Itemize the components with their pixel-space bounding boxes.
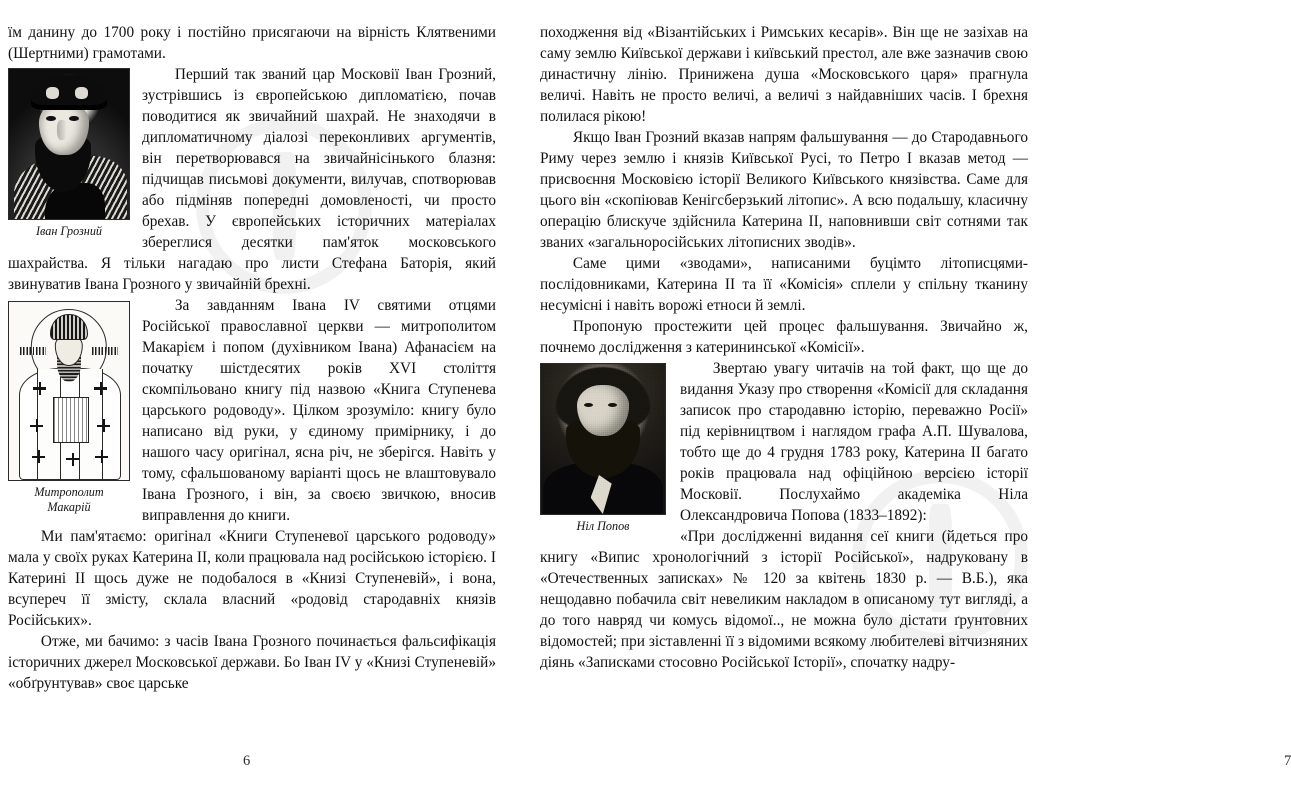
icon-makariy-image bbox=[8, 301, 130, 481]
paragraph: Перший так званий цар Московії Іван Грозний, зустрівшись із європейською дипломатією, почав поводитися як звичайний шахрай. Не знаходячи в дипломатичному діалозі переконливих аргументів, він перетворювався на звичайнісінького блазня: підчищав письмові документи, вилучав, спотворював або підміняв попередні домовленості, чи просто брехав. У європейських історичних матеріалах збереглися десятки пам'яток московського шахрайства. Я тільки нагадаю про листи Стефана Баторія, який звинуватив Івана Грозного у звичайній брехні. bbox=[8, 66, 496, 293]
inscription-right bbox=[92, 347, 118, 356]
nose-shape bbox=[57, 120, 67, 140]
figure-caption-line-2: Макарій bbox=[47, 499, 91, 514]
paragraph: Якщо Іван Грозний вказав напрям фальшування — до Стародавнього Риму через землю і князів Київської Русі, то Петро I вказав метод — присвоєння Московією історії Великого Київського князівства. Саме для цього він «скопіював Кенігсберзький літопис». А всю подальшу, класичну операцію блискуче здійснила Катерина II, наповнивши світ сотнями так званих «загальноросійських літописних зводів». bbox=[540, 129, 1028, 251]
halftone-texture bbox=[541, 364, 665, 514]
robe-shape bbox=[19, 368, 122, 480]
cross-icon bbox=[66, 453, 79, 466]
cross-icon bbox=[32, 450, 45, 463]
figure-caption: Ніл Попов bbox=[576, 519, 630, 533]
icon-art bbox=[9, 302, 129, 480]
paragraph: «При дослідженні видання сеї книги (йдеться про книгу «Випис хронологічний з історії Російської», надруковану в «Отечественных записках» № 120 за квітень 1830 р. — В.Б.), яка нещодавно побачила світ невеликим накладом в описаному тут вигляді, а до того навряд чи комусь відомої.., не можна було дістати ґрунтовних відомостей; при зіставленні її з відомими всякому любителеві вітчизняних діянь «Записками стосовно Російської Історії», спочатку надру- bbox=[540, 528, 1028, 671]
paragraph: Пропоную простежити цей процес фальшування. Звичайно ж, почнемо дослідження з катерининської «Комісії». bbox=[540, 318, 1028, 356]
right-column-text bbox=[540, 22, 1028, 673]
photograph-nil-popov-image bbox=[540, 363, 666, 515]
cross-icon bbox=[30, 419, 43, 432]
portrait-ivan-grozny-image bbox=[8, 68, 130, 220]
gospel-panel bbox=[53, 397, 89, 443]
cross-icon bbox=[97, 419, 110, 432]
figure-caption bbox=[8, 481, 130, 514]
inscription-left bbox=[20, 347, 46, 356]
figure-ivan-grozny bbox=[8, 68, 130, 239]
paragraph: Отже, ми бачимо: з часів Івана Грозного починається фальсифікація історичних джерел Московської держави. Бо Іван IV у «Книзі Ступеневій» «обґрунтував» своє царське bbox=[8, 633, 496, 692]
figure-nil-popov bbox=[540, 363, 666, 534]
page-right bbox=[520, 0, 1291, 792]
hatching bbox=[54, 398, 88, 442]
page-number-left: 6 bbox=[243, 752, 251, 769]
figure-caption: Іван Грозний bbox=[35, 224, 103, 238]
paragraph: Саме цими «зводами», написаними буцімто літописцями-послідовниками, Катерина II та її «Комісія» сплели у спільну тканину несумісні і навіть ворожі етноси й землі. bbox=[540, 255, 1028, 314]
engraving-art bbox=[9, 69, 129, 219]
paragraph: їм данину до 1700 року і постійно присягаючи на вірність Клятвеними (Шертними) грамотами. bbox=[8, 24, 496, 62]
left-column-text bbox=[8, 22, 496, 694]
eye-right-shape bbox=[69, 116, 79, 121]
page-number-right: 7 bbox=[1284, 752, 1291, 769]
paragraph: походження від «Візантійських і Римських кесарів». Він ще не зазіхав на саму землю Київської держави і київський престол, але вже зазначив свою династичну лінію. Принижена душа «Московського царя» прагнула величі. Навіть не просто величі, а величі з найдавніших часів. І брехня полилася рікою! bbox=[540, 24, 1028, 125]
eye-left-shape bbox=[46, 116, 56, 121]
paragraph: За завданням Івана IV святими отцями Російської православної церкви — митрополитом Макарієм і попом (духівником Івана) Афанасієм на початку шістдесятих років XVI століття скомпільовано книгу під назвою «Книга Ступенева царського родоводу». Цілком зрозуміло: книгу було написано від руки, у єдиному примірнику, і до нашого часу оригінал, ясна річ, не зберігся. Навіть у тому, сфальшованому варіанті щось не влаштовувало Івана Грозного, і він, за своєю звичкою, вносив виправлення до книги. bbox=[142, 297, 496, 524]
paragraph: Ми пам'ятаємо: оригінал «Книги Ступеневої царського родоводу» мала у своїх руках Катерина II, коли працювала над російською історією. І Катерині II щось дуже не подобалося в «Книзі Ступеневій», і вона, всупереч її змісту, склала власний «родовід стародавніх князів Російських». bbox=[8, 528, 496, 629]
paragraph: Звертаю увагу читачів на той факт, що ще до видання Указу про створення «Комісії для складання записок про стародавню історію, переважно Росії» під керівництвом і наглядом графа А.П. Шувалова, тобто ще до 4 грудня 1783 року, Катерина II багато років працювала над офіційною версією історії Московії. Послухаймо академіка Ніла Олександровича Попова (1833–1892): bbox=[680, 360, 1028, 524]
figure-metropolitan-makariy bbox=[8, 301, 130, 514]
cross-icon bbox=[33, 382, 46, 395]
cross-icon bbox=[94, 382, 107, 395]
page-left bbox=[0, 0, 520, 792]
cross-icon bbox=[95, 450, 108, 463]
photograph-art bbox=[541, 364, 665, 514]
crown-hat-shape bbox=[31, 75, 108, 110]
figure-caption-line-1: Митрополит bbox=[34, 485, 104, 499]
